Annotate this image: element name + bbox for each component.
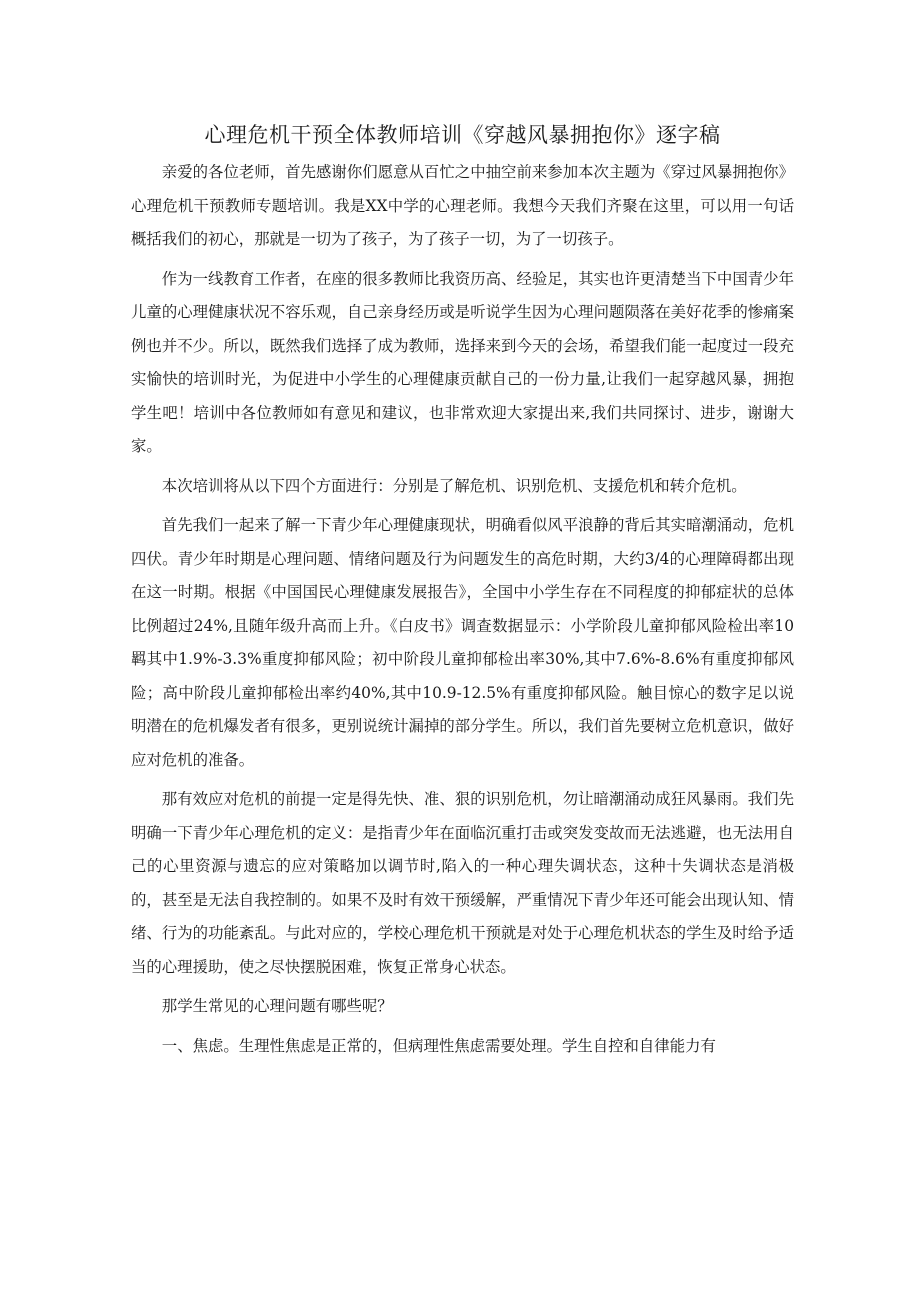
paragraph-crisis-definition: 那有效应对危机的前提一定是得先快、准、狠的识别危机，勿让暗潮涌动成狂风暴雨。我们先明确一下青少年心理危机的定义：是指青少年在面临沉重打击或突发变故而无法逃避，也无法用自己的心里资源与遗忘的应对策略加以调节时,陷入的一种心理失调状态，这种十失调状态是消极的，甚至是无法自我控制的。如果不及时有效干预缓解，严重情况下青少年还可能会出现认知、情绪、行为的功能紊乱。与此对应的，学校心理危机干预就是对处于心理危机状态的学生及时给予适当的心理援助，使之尽快摆脱困难，恢复正常身心状态。 xyxy=(131,790,794,976)
paragraph-anxiety: 一、焦虑。生理性焦虑是正常的，但病理性焦虑需要处理。学生自控和自律能力有 xyxy=(161,1036,716,1055)
paragraph-current-status: 首先我们一起来了解一下青少年心理健康现状，明确看似风平浪静的背后其实暗潮涌动，危机四伏。青少年时期是心理问题、情绪问题及行为问题发生的高危时期，大约3/4的心理障碍都出现在这一时期。根据《中国国民心理健康发展报告》，全国中小学生存在不同程度的抑郁症状的总体比例超过24%,且随年级升高而上升。《白皮书》调查数据显示：小学阶段儿童抑郁风险检出率10羁其中1.9%-3.3%重度抑郁风险；初中阶段儿童抑郁检出率30%,其中7.6%-8.6%有重度抑郁风险；高中阶段儿童抑郁检出率约40%,其中10.9-12.5%有重度抑郁风险。触目惊心的数字足以说明潜在的危机爆发者有很多，更别说统计漏掉的部分学生。所以，我们首先要树立危机意识，做好应对危机的准备。 xyxy=(131,516,794,769)
paragraph-outline: 本次培训将从以下四个方面进行：分别是了解危机、识别危机、支援危机和转介危机。 xyxy=(161,476,747,495)
paragraph-greeting: 亲爱的各位老师，首先感谢你们愿意从百忙之中抽空前来参加本次主题为《穿过风暴拥抱你》心理危机干预教师专题培训。我是XX中学的心理老师。我想今天我们齐聚在这里，可以用一句话概括我们的初心，那就是一切为了孩子，为了孩子一切，为了一切孩子。 xyxy=(131,163,794,248)
paragraph-introduction: 作为一线教育工作者，在座的很多教师比我资历高、经验足，其实也许更清楚当下中国青少年儿童的心理健康状况不容乐观，自己亲身经历或是听说学生因为心理问题陨落在美好花季的惨痛案例也并不少。所以，既然我们选择了成为教师，选择来到今天的会场，希望我们能一起度过一段充实愉快的培训时光，为促进中小学生的心理健康贡献自己的一份力量,让我们一起穿越风暴，拥抱学生吧！培训中各位教师如有意见和建议，也非常欢迎大家提出来,我们共同探讨、进步，谢谢大家。 xyxy=(131,269,794,455)
paragraph-question: 那学生常见的心理问题有哪些呢？ xyxy=(161,997,393,1015)
document-body xyxy=(131,120,794,1069)
document-title: 心理危机干预全体教师培训《穿越风暴拥抱你》逐字稿 xyxy=(204,123,721,147)
